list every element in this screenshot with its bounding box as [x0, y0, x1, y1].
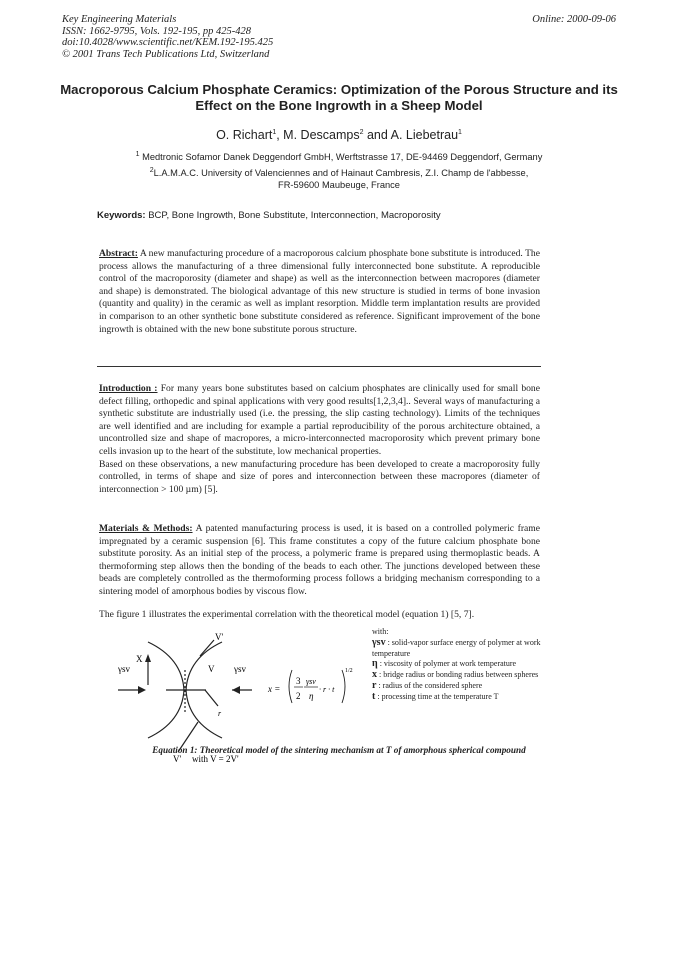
volume-relation: with V = 2V'	[192, 754, 239, 764]
paren-right	[342, 670, 345, 703]
legend-symbol: t	[372, 690, 376, 702]
keywords-label: Keywords:	[97, 210, 146, 221]
equation-caption: Equation 1: Theoretical model of the sintering mechanism at T of amorphous spherical compound	[152, 745, 526, 755]
legend-intro: with:	[372, 627, 389, 636]
gamma-right-label: γsv	[234, 664, 246, 674]
arrow-head	[138, 686, 146, 694]
abstract-text: A new manufacturing procedure of a macroporous calcium phosphate bone substitute is introduced. The process allows the manufacturing of a three dimensional fully interconnected bone substitute. A reproducible control of the macroporosity (diameter and shape) as well as the interconnection between macropores (diameter and shape) is demonstrated. The biological advantage of this new structure is studied in terms of bone invasion (quantity and quality) in the ceramic as well as implant resorption. Middle term implantation results are provided in comparison to an other synthetic bone substitute considered as reference. Significant improvement of the bone ingrowth is obtained with the new bone substitute porous structure.	[99, 248, 540, 335]
arrow-head	[145, 654, 151, 662]
online-date: Online: 2000-09-06	[532, 14, 616, 25]
legend-item	[372, 638, 547, 660]
affiliation-marker: 1	[458, 128, 462, 136]
copyright-line: © 2001 Trans Tech Publications Ltd, Switzerland	[62, 48, 270, 60]
methods-text: A patented manufacturing process is used, it is based on a controlled polymeric frame impregnated by a ceramic suspension [6]. This frame constitutes a copy of the future calcium phosphate bone substitute porosity. As an initial step of the process, a polymeric frame is prepared using thermoplastic beads. A thermoforming step allows then the bonding of the beads to each other. The junctions developed between these beads are completely controlled as the thermoforming process follows a bridging mechanism corresponding to a sintering model of amorphous bodies by viscous flow.	[99, 523, 540, 597]
legend-symbol: η	[372, 658, 378, 670]
eq-eta: η	[309, 691, 314, 701]
abstract-label: Abstract:	[99, 248, 138, 259]
r-label: r	[218, 709, 222, 718]
legend-symbol: x	[372, 669, 377, 681]
eq-exponent: 1/2	[345, 668, 353, 674]
legend-symbol: γsv	[372, 636, 386, 648]
affiliation-marker: 2	[359, 128, 364, 136]
affiliation-number: 1	[135, 150, 140, 158]
journal-name: Key Engineering Materials	[62, 14, 177, 25]
legend-item	[372, 692, 547, 703]
legend-desc: : solid-vapor surface energy of polymer at work temperature	[372, 637, 541, 658]
legend-symbol: r	[372, 679, 377, 691]
v-prime-bottom-label: V'	[173, 754, 182, 764]
equation-legend	[372, 627, 547, 703]
keywords-text: BCP, Bone Ingrowth, Bone Substitute, Interconnection, Macroporosity	[145, 210, 441, 221]
equation-lhs: x =	[268, 684, 281, 694]
introduction-text: Based on these observations, a new manufacturing procedure has been developed to create a macroporosity fully controlled, in terms of shape and size of pores and interconnection between these macropores (diameter of interconnection > 100 µm) [5].	[99, 458, 540, 495]
v-prime-top-label: V'	[215, 632, 224, 642]
paren-left	[289, 670, 292, 703]
affiliation-text: FR-59600 Maubeuge, France	[278, 180, 400, 190]
legend-desc: : viscosity of polymer at work temperature	[377, 659, 517, 669]
figure-reference: The figure 1 illustrates the experimental correlation with the theoretical model (equation 1) [5, 7].	[99, 609, 475, 620]
legend-desc: : radius of the considered sphere	[376, 680, 483, 690]
legend-item	[372, 681, 547, 692]
arrow-head	[232, 686, 240, 694]
legend-desc: : bridge radius or bonding radius between spheres	[377, 670, 539, 680]
legend-item	[372, 659, 547, 670]
r-pointer	[205, 690, 218, 706]
author-name: and A. Liebetrau	[363, 128, 459, 142]
eq-numerator: 3	[296, 676, 301, 686]
paper-title: Macroporous Calcium Phosphate Ceramics: Optimization of the Porous Structure and its Effect on the Bone Ingrowth in a Sheep Model	[60, 82, 618, 113]
introduction-label: Introduction :	[99, 383, 158, 394]
affiliation-number: 2	[149, 166, 154, 174]
affiliation-text: Medtronic Sofamor Danek Deggendorf GmbH, Werftstrasse 17, DE-94469 Deggendorf, Germany	[139, 152, 543, 162]
eq-gamma: γsv	[306, 677, 316, 686]
eq-rt: · r · t	[319, 685, 335, 694]
legend-desc: : processing time at the temperature T	[375, 691, 499, 701]
introduction-text: For many years bone substitutes based on calcium phosphates are clinically used for small bone defect filling, orthopedic and spinal applications with very good results[1,2,3,4].. Several ways of manufacturing a synthetic substitute are industrially used (i.e. the pressing, the slip casting technology). Limits of the techniques are well identified and are including for example a partial reproducibility of the porous architecture obtained, a uncontrolled size and shape of macropores, a micro-interconnected macroporosity which prevent primary bone cells invasion up to the heart of the substitute, low mechanical properties.	[99, 383, 540, 457]
x-label: X	[136, 654, 143, 664]
gamma-left-label: γsv	[118, 664, 130, 674]
v-label: V	[208, 664, 215, 674]
doi-line: doi:10.4028/www.scientific.net/KEM.192-195.425	[62, 37, 274, 48]
author-name: O. Richart	[216, 128, 273, 142]
issn-line: ISSN: 1662-9795, Vols. 192-195, pp 425-428	[62, 25, 251, 37]
affiliation-marker: 1	[272, 128, 277, 136]
eq-denominator: 2	[296, 691, 301, 701]
author-name: , M. Descamps	[276, 128, 360, 142]
methods-label: Materials & Methods:	[99, 523, 193, 534]
affiliation-text: L.A.M.A.C. University of Valenciennes and of Hainaut Cambresis, Z.I. Champ de l'abbesse,	[153, 168, 529, 178]
legend-item	[372, 670, 547, 681]
